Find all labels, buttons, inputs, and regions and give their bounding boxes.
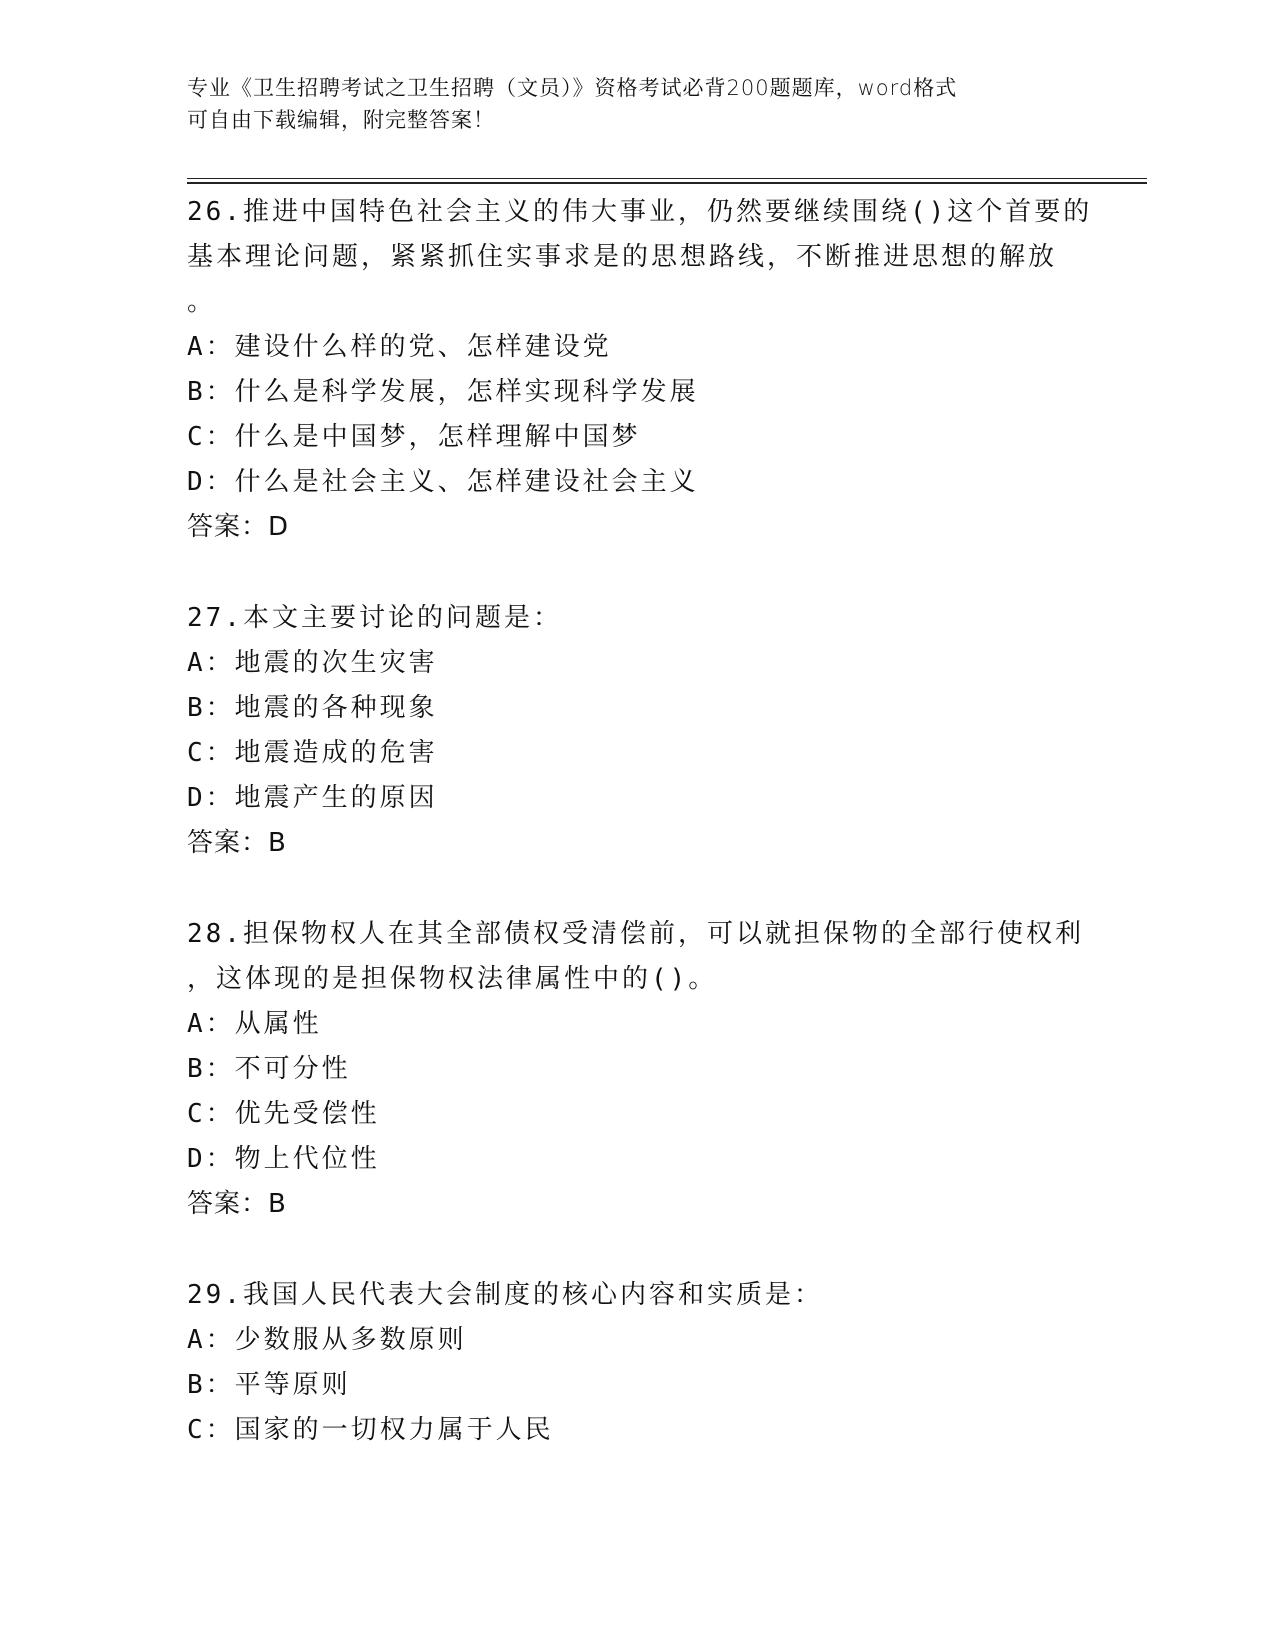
option-d: D：什么是社会主义、怎样建设社会主义 [187, 467, 699, 497]
option-c: C：国家的一切权力属于人民 [187, 1415, 554, 1445]
question-text-line: 27.本文主要讨论的问题是： [187, 603, 562, 633]
question-28 [187, 912, 1087, 1227]
option-a: A：从属性 [187, 1009, 322, 1039]
option-b: B：什么是科学发展，怎样实现科学发展 [187, 377, 699, 407]
document-header [187, 72, 1087, 136]
question-text-line: 。 [187, 287, 217, 317]
question-text-line: 29.我国人民代表大会制度的核心内容和实质是： [187, 1280, 823, 1310]
option-b: B：地震的各种现象 [187, 693, 438, 723]
option-b: B：平等原则 [187, 1370, 351, 1400]
answer-label: 答案：B [187, 828, 287, 858]
header-line-2: 可自由下载编辑，附完整答案！ [187, 108, 495, 132]
option-a: A：建设什么样的党、怎样建设党 [187, 332, 612, 362]
option-c: C：什么是中国梦，怎样理解中国梦 [187, 422, 641, 452]
option-a: A：少数服从多数原则 [187, 1325, 467, 1355]
answer-label: 答案：D [187, 512, 290, 542]
question-text-line: ，这体现的是担保物权法律属性中的()。 [187, 964, 718, 994]
header-divider-bottom [187, 182, 1147, 184]
question-29 [187, 1273, 1087, 1453]
question-27 [187, 596, 1087, 866]
question-text-line: 26.推进中国特色社会主义的伟大事业，仍然要继续围绕()这个首要的 [187, 197, 1093, 227]
option-c: C：地震造成的危害 [187, 738, 438, 768]
question-text-line: 28.担保物权人在其全部债权受清偿前，可以就担保物的全部行使权利 [187, 919, 1084, 949]
option-c: C：优先受偿性 [187, 1099, 380, 1129]
option-d: D：地震产生的原因 [187, 783, 438, 813]
option-d: D：物上代位性 [187, 1144, 380, 1174]
question-26 [187, 190, 1093, 550]
header-line-1: 专业《卫生招聘考试之卫生招聘（文员）》资格考试必背200题题库，word格式 [187, 76, 958, 100]
option-b: B：不可分性 [187, 1054, 351, 1084]
question-list [187, 190, 1093, 1499]
option-a: A：地震的次生灾害 [187, 648, 438, 678]
answer-label: 答案：B [187, 1189, 287, 1219]
header-divider-top [187, 178, 1147, 179]
question-text-line: 基本理论问题，紧紧抓住实事求是的思想路线，不断推进思想的解放 [187, 242, 1058, 272]
